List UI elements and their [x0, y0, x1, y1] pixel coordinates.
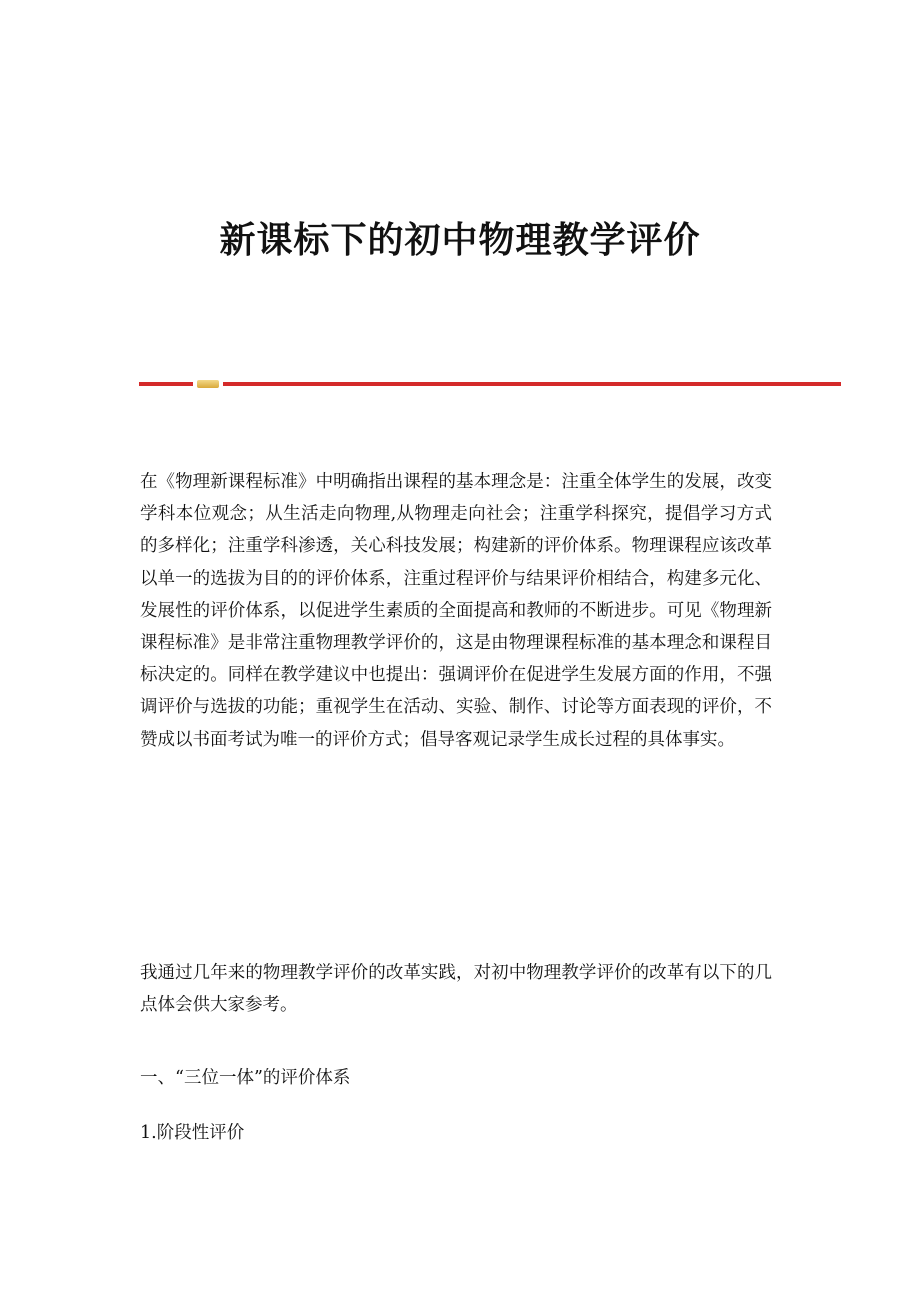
subsection-heading: 1.阶段性评价	[140, 1123, 245, 1143]
divider-bar-right	[223, 382, 841, 386]
body-paragraph: 在《物理新课程标准》中明确指出课程的基本理念是：注重全体学生的发展，改变学科本位观念；从生活走向物理,从物理走向社会；注重学科探究，提倡学习方式的多样化；注重学科渗透，关心科技发展；构建新的评价体系。物理课程应该改革以单一的选拔为目的的评价体系，注重过程评价与结果评价相结合，构建多元化、发展性的评价体系，以促进学生素质的全面提高和教师的不断进步。可见《物理新课程标准》是非常注重物理教学评价的，这是由物理课程标准的基本理念和课程目标决定的。同样在教学建议中也提出：强调评价在促进学生发展方面的作用，不强调评价与选拔的功能；重视学生在活动、实验、制作、讨论等方面表现的评价，不赞成以书面考试为唯一的评价方式；倡导客观记录学生成长过程的具体事实。	[140, 472, 772, 750]
divider-ornament-icon	[197, 380, 219, 388]
divider-bar-left	[139, 382, 193, 386]
document-title: 新课标下的初中物理教学评价	[219, 219, 701, 261]
title-divider	[139, 380, 841, 388]
section-heading: 一、“三位一体”的评价体系	[140, 1068, 351, 1088]
body-paragraph: 我通过几年来的物理教学评价的改革实践，对初中物理教学评价的改革有以下的几点体会供大家参考。	[140, 963, 772, 1016]
